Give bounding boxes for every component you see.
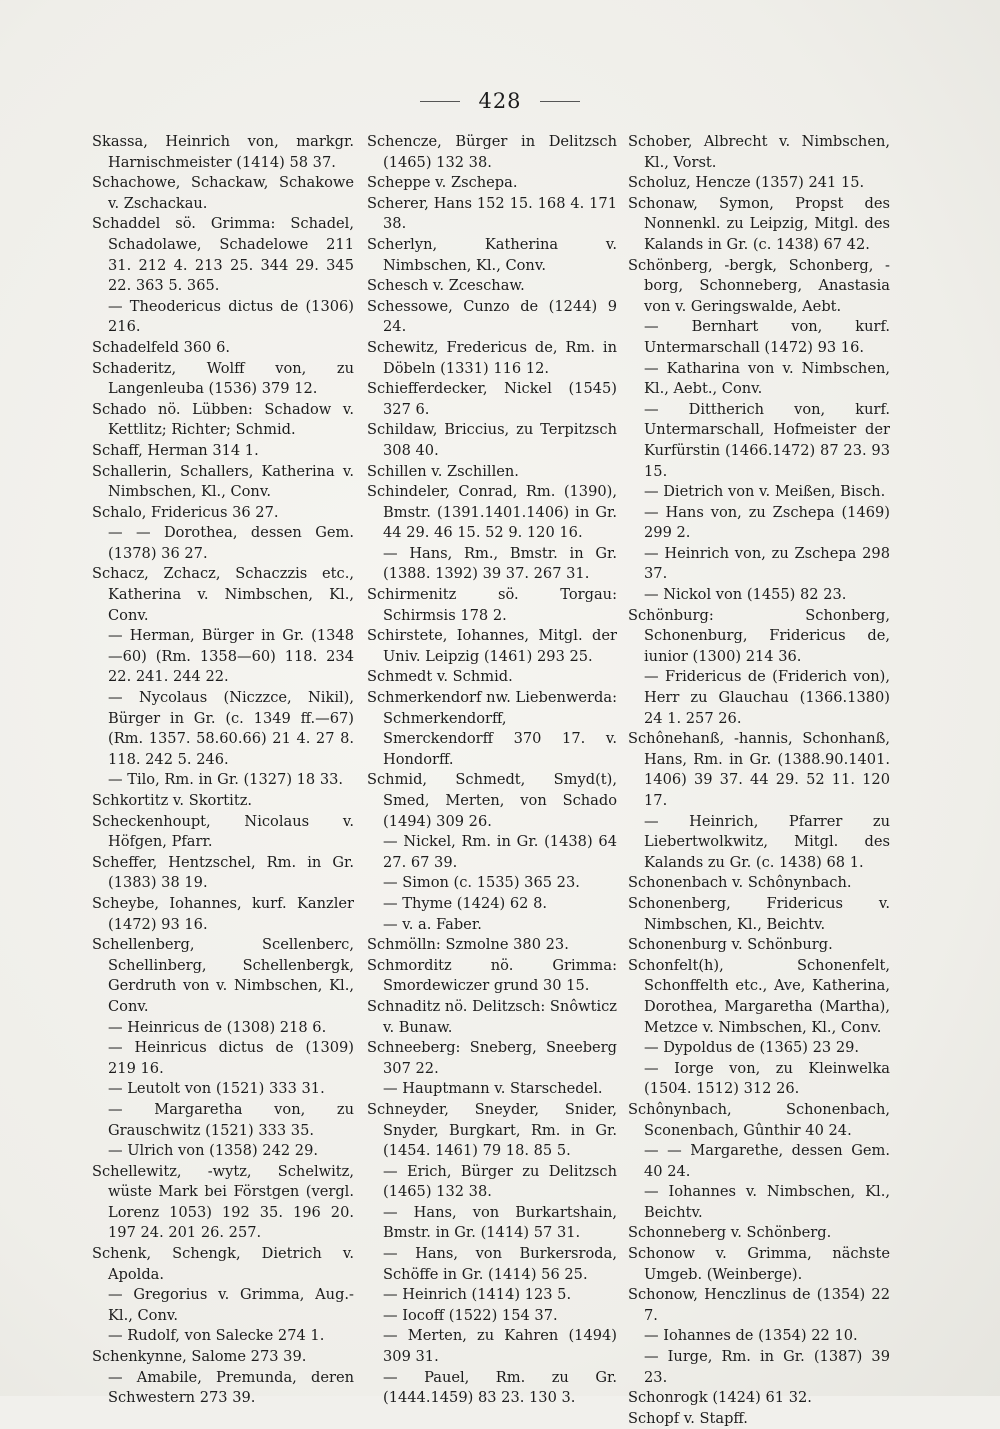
index-entry: — Nickel, Rm. in Gr. (1438) 64 27. 67 39. xyxy=(383,833,617,871)
index-entry: Scherer, Hans 152 15. 168 4. 171 38. xyxy=(367,194,617,233)
index-entry: Schalo, Fridericus 36 27. xyxy=(92,503,279,521)
index-entry: — Ulrich von (1358) 242 29. xyxy=(108,1142,318,1160)
index-entry: Schmölln: Szmolne 380 23. xyxy=(367,936,569,954)
index-entry: Schonaw, Symon, Propst des Nonnenkl. zu Leipzig, Mitgl. des Kalands in Gr. (c. 1438) 67 42. xyxy=(628,194,890,253)
page-header xyxy=(0,86,1000,116)
index-entry: Schado nö. Lübben: Schadow v. Kettlitz; Richter; Schmid. xyxy=(92,400,354,439)
index-column-3 xyxy=(628,132,890,1429)
index-entry: — Heinrich (1414) 123 5. xyxy=(383,1286,572,1304)
index-entry: Schessowe, Cunzo de (1244) 9 24. xyxy=(367,297,617,336)
index-entry: Schenkynne, Salome 273 39. xyxy=(92,1348,307,1366)
index-entry: Schildaw, Briccius, zu Terpitzsch 308 40. xyxy=(367,421,617,459)
index-entry: Schewitz, Fredericus de, Rm. in Döbeln (1331) 116 12. xyxy=(367,338,617,377)
index-entry: — Heinrich von, zu Zschepa 298 37. xyxy=(644,544,890,583)
index-entry: — Hans, von Burkartshain, Bmstr. in Gr. (1414) 57 31. xyxy=(383,1203,617,1242)
index-entry: Scheybe, Iohannes, kurf. Kanzler (1472) 93 16. xyxy=(92,894,354,933)
index-entry: Schmid, Schmedt, Smyd(t), Smed, Merten, von Schado (1494) 309 26. xyxy=(367,771,617,830)
index-entry: Schacz, Zchacz, Schaczzis etc., Katherina v. Nimbschen, Kl., Conv. xyxy=(92,565,354,624)
index-entry: Schmedt v. Schmid. xyxy=(367,668,513,686)
index-entry: Scheckenhoupt, Nicolaus v. Höfgen, Pfarr. xyxy=(92,812,354,851)
index-entry: — Margaretha von, zu Grauschwitz (1521) 333 35. xyxy=(108,1100,354,1139)
index-entry: Schaderitz, Wolff von, zu Langenleuba (1536) 379 12. xyxy=(92,359,354,398)
index-entry: — Thyme (1424) 62 8. xyxy=(383,894,548,912)
index-entry: — Theodericus dictus de (1306) 216. xyxy=(108,297,354,336)
index-entry: Schiefferdecker, Nickel (1545) 327 6. xyxy=(367,380,617,418)
index-entry: — Herman, Bürger in Gr. (1348—60) (Rm. 1358—60) 118. 234 22. 241. 244 22. xyxy=(108,627,354,686)
index-entry: Schirmenitz sö. Torgau: Schirmsis 178 2. xyxy=(367,586,617,624)
index-entry: Schopf v. Stapff. xyxy=(628,1409,748,1427)
index-entry: Schellenberg, Scellenberc, Schellinberg, Schellenbergk, Gerdruth von v. Nimbschen, Kl., Conv. xyxy=(92,936,354,1015)
index-entry: — Rudolf, von Salecke 274 1. xyxy=(108,1327,325,1345)
index-entry: — Dypoldus de (1365) 23 29. xyxy=(644,1039,860,1057)
index-entry: — Leutolt von (1521) 333 31. xyxy=(108,1080,325,1098)
index-entry: — Heinricus dictus de (1309) 219 16. xyxy=(108,1039,354,1077)
index-entry: Skassa, Heinrich von, markgr. Harnischmeister (1414) 58 37. xyxy=(92,133,354,171)
index-entry: — Erich, Bürger zu Delitzsch (1465) 132 38. xyxy=(383,1162,617,1201)
index-entry: Schneeberg: Sneberg, Sneeberg 307 22. xyxy=(367,1039,617,1077)
index-entry: — Bernhart von, kurf. Untermarschall (1472) 93 16. xyxy=(644,318,890,356)
index-entry: — Nycolaus (Niczzce, Nikil), Bürger in Gr. (c. 1349 ff.—67) (Rm. 1357. 58.60.66) 21 4. 27 8. 118. 242 5. 246. xyxy=(108,689,354,768)
index-entry: — Hans, von Burkersroda, Schöffe in Gr. (1414) 56 25. xyxy=(383,1245,617,1283)
index-entry: — v. a. Faber. xyxy=(383,915,482,933)
page-number: 428 xyxy=(478,89,522,113)
index-entry: Schneyder, Sneyder, Snider, Snyder, Burgkart, Rm. in Gr. (1454. 1461) 79 18. 85 5. xyxy=(367,1100,617,1160)
index-entry: — Heinrich, Pfarrer zu Liebertwolkwitz, Mitgl. des Kalands zu Gr. (c. 1438) 68 1. xyxy=(644,812,890,871)
index-entry: — Gregorius v. Grimma, Aug.-Kl., Conv. xyxy=(108,1286,354,1324)
index-entry: — Amabile, Premunda, deren Schwestern 273 39. xyxy=(108,1368,354,1407)
index-entry: Schonfelt(h), Schonenfelt, Schonffelth etc., Ave, Katherina, Dorothea, Margaretha (Martha), Metzce v. Nimbschen, Kl., Conv. xyxy=(628,956,890,1036)
index-entry: Schönberg, -bergk, Schonberg, -borg, Schonneberg, Anastasia von v. Geringswalde, Aebt. xyxy=(628,256,890,315)
index-entry: Schonenburg v. Schönburg. xyxy=(628,936,833,954)
index-entry: Schenk, Schengk, Dietrich v. Apolda. xyxy=(92,1245,354,1283)
index-entry: Schonow, Henczlinus de (1354) 22 7. xyxy=(628,1286,890,1324)
index-entry: — Heinricus de (1308) 218 6. xyxy=(108,1018,327,1036)
index-entry: — Katharina von v. Nimbschen, Kl., Aebt., Conv. xyxy=(644,359,890,398)
index-entry: Schaddel sö. Grimma: Schadel, Schadolawe, Schadelowe 211 31. 212 4. 213 25. 344 29. 345 22. 363 5. 365. xyxy=(92,215,354,295)
index-entry: Schonow v. Grimma, nächste Umgeb. (Weinberge). xyxy=(628,1245,890,1283)
index-entry: — Simon (c. 1535) 365 23. xyxy=(383,874,580,892)
index-entry: — Iurge, Rm. in Gr. (1387) 39 23. xyxy=(644,1348,890,1386)
index-entry: — Dietrich von v. Meißen, Bisch. xyxy=(644,483,886,501)
index-column-1 xyxy=(92,132,354,1409)
index-entry: — Merten, zu Kahren (1494) 309 31. xyxy=(383,1327,617,1366)
index-entry: Schonrogk (1424) 61 32. xyxy=(628,1389,812,1407)
index-entry: Schober, Albrecht v. Nimbschen, Kl., Vorst. xyxy=(628,133,890,171)
index-entry: Scheppe v. Zschepa. xyxy=(367,174,518,192)
index-entry: Schmorditz nö. Grimma: Smordewiczer grund 30 15. xyxy=(367,956,617,995)
index-entry: — Pauel, Rm. zu Gr. (1444.1459) 83 23. 130 3. xyxy=(383,1368,617,1407)
index-entry: Schirstete, Iohannes, Mitgl. der Univ. Leipzig (1461) 293 25. xyxy=(367,627,617,665)
index-entry: Schindeler, Conrad, Rm. (1390), Bmstr. (1391.1401.1406) in Gr. 44 29. 46 15. 52 9. 120 16. xyxy=(367,483,617,542)
index-entry: Schônynbach, Schonenbach, Sconenbach, Gûnthir 40 24. xyxy=(628,1100,890,1139)
index-entry: — Iohannes v. Nimbschen, Kl., Beichtv. xyxy=(644,1183,890,1221)
index-entry: Schachowe, Schackaw, Schakowe v. Zschackau. xyxy=(92,174,354,212)
index-entry: Schellewitz, -wytz, Schelwitz, wüste Mark bei Förstgen (vergl. Lorenz 1053) 192 35. 196 20. 197 24. 201 26. 257. xyxy=(92,1162,354,1242)
index-entry: — Hans, Rm., Bmstr. in Gr. (1388. 1392) 39 37. 267 31. xyxy=(383,544,617,583)
index-entry: — Fridericus de (Friderich von), Herr zu Glauchau (1366.1380) 24 1. 257 26. xyxy=(644,668,890,727)
index-entry: — — Dorothea, dessen Gem. (1378) 36 27. xyxy=(108,524,354,562)
index-column-2 xyxy=(367,132,617,1409)
index-entry: Schnaditz nö. Delitzsch: Snôwticz v. Bunaw. xyxy=(367,997,617,1036)
index-entry: Scherlyn, Katherina v. Nimbschen, Kl., Conv. xyxy=(367,235,617,274)
header-rule-left xyxy=(420,101,460,102)
index-entry: Schönburg: Schonberg, Schonenburg, Fridericus de, iunior (1300) 214 36. xyxy=(628,606,890,665)
index-entry: Schônehanß, -hannis, Schonhanß, Hans, Rm. in Gr. (1388.90.1401. 1406) 39 37. 44 29. 52 11. 120 17. xyxy=(628,730,890,809)
header-rule-right xyxy=(540,101,580,102)
index-entry: Schonenberg, Fridericus v. Nimbschen, Kl., Beichtv. xyxy=(628,894,890,933)
index-entry: — Tilo, Rm. in Gr. (1327) 18 33. xyxy=(108,771,344,789)
index-entry: Schonenbach v. Schônynbach. xyxy=(628,874,852,892)
index-entry: — Hans von, zu Zschepa (1469) 299 2. xyxy=(644,503,890,542)
index-entry: Schonneberg v. Schönberg. xyxy=(628,1224,832,1242)
index-entry: Schillen v. Zschillen. xyxy=(367,462,519,480)
index-entry: Schadelfeld 360 6. xyxy=(92,338,231,356)
index-entry: Schmerkendorf nw. Liebenwerda: Schmerkendorff, Smerckendorff 370 17. v. Hondorff. xyxy=(367,689,617,768)
index-entry: Schallerin, Schallers, Katherina v. Nimbschen, Kl., Conv. xyxy=(92,462,354,501)
index-entry: Schkortitz v. Skortitz. xyxy=(92,792,253,809)
index-entry: — Iocoff (1522) 154 37. xyxy=(383,1306,558,1324)
index-entry: Schaff, Herman 314 1. xyxy=(92,441,259,459)
index-entry: — Dittherich von, kurf. Untermarschall, Hofmeister der Kurfürstin (1466.1472) 87 23. 93 15. xyxy=(644,400,890,480)
index-entry: — Iohannes de (1354) 22 10. xyxy=(644,1327,858,1345)
index-entry: — Hauptmann v. Starschedel. xyxy=(383,1080,603,1098)
index-entry: — — Margarethe, dessen Gem. 40 24. xyxy=(644,1142,890,1180)
index-entry: Schesch v. Zceschaw. xyxy=(367,277,525,295)
index-entry: Schencze, Bürger in Delitzsch (1465) 132 38. xyxy=(367,133,617,171)
index-entry: — Iorge von, zu Kleinwelka (1504. 1512) 312 26. xyxy=(644,1059,890,1098)
index-entry: — Nickol von (1455) 82 23. xyxy=(644,586,847,604)
index-entry: Scheffer, Hentzschel, Rm. in Gr. (1383) 38 19. xyxy=(92,853,354,892)
index-entry: Scholuz, Hencze (1357) 241 15. xyxy=(628,174,865,192)
